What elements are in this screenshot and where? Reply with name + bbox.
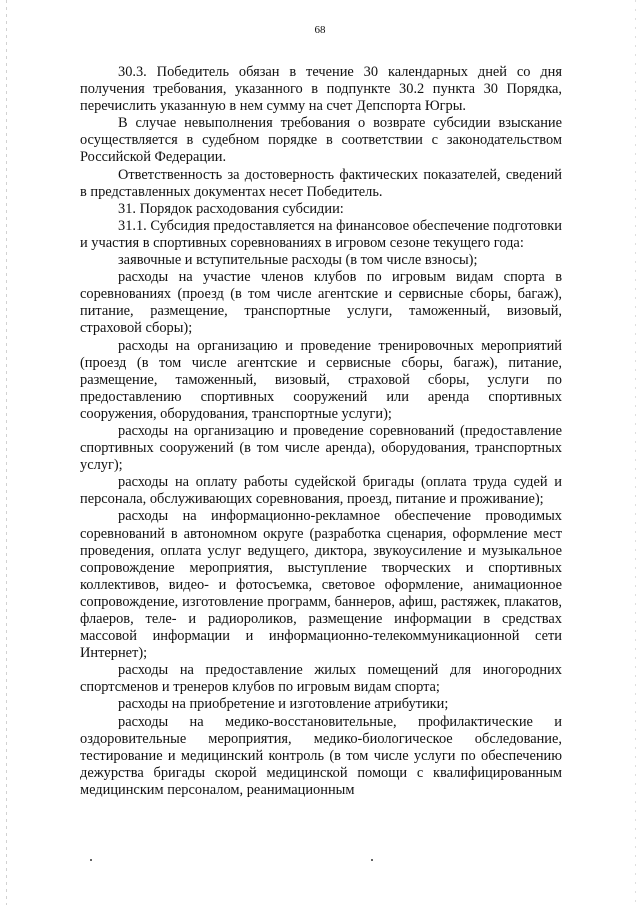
list-item-advertising: расходы на информационно-рекламное обеспечение проводимых соревнований в автономном округе (разработка сценария, оформление мест проведения, оплата услуг ведущего, диктора, звукоусиление и музыкальное сопровождение мероприятия, выступление творческих и спортивных коллективов, видео- и фотосъемка, световое оформление, анимационное сопровождение, изготовление программ, баннеров, афиш, растяжек, плакатов, флаеров, теле- и радиороликов, размещение информации в средствах массовой информации и информационно-телекоммуникационной сети Интернет);	[80, 508, 562, 662]
list-item-medical: расходы на медико-восстановительные, профилактические и оздоровительные мероприятия, медико-биологическое обследование, тестирование и медицинский контроль (в том числе услуги по обеспечению дежурства бригады скорой медицинской помощи с квалифицированным медицинским персоналом, реанимационным	[80, 713, 562, 798]
paragraph-refund-enforcement: В случае невыполнения требования о возврате субсидии взыскание осуществляется в судебном порядке в соответствии с законодательством Российской Федерации.	[80, 115, 562, 166]
paragraph-30-3: 30.3. Победитель обязан в течение 30 календарных дней со дня получения требования, указанного в подпункте 30.2 пункта 30 Порядка, перечислить указанную в нем сумму на счет Депспорта Югры.	[80, 64, 562, 115]
list-item-competition-participation: расходы на участие членов клубов по игровым видам спорта в соревнованиях (проезд (в том числе агентские и сервисные сборы, багаж), питание, размещение, транспортные услуги, таможенный, визовый, страховой сборы);	[80, 269, 562, 337]
list-item-entry-fees: заявочные и вступительные расходы (в том числе взносы);	[118, 252, 478, 269]
page-number: 68	[314, 24, 326, 36]
list-item-referee-team: расходы на оплату работы судейской бригады (оплата труда судей и персонала, обслуживающих соревнования, проезд, питание и проживание);	[80, 474, 562, 508]
paragraph-31-heading: 31. Порядок расходования субсидии:	[118, 200, 344, 217]
list-item-competition-organization: расходы на организацию и проведение соревнований (предоставление спортивных сооружений (в том числе аренда), оборудования, транспортных услуг);	[80, 422, 562, 474]
document-body	[80, 64, 562, 799]
scan-edge-right	[635, 0, 636, 905]
list-item-housing: расходы на предоставление жилых помещений для иногородних спортсменов и тренеров клубов по игровым видам спорта;	[80, 662, 562, 696]
paragraph-responsibility: Ответственность за достоверность фактических показателей, сведений в представленных документах несет Победитель.	[80, 166, 562, 200]
scan-speck	[371, 859, 373, 861]
scan-edge-left	[6, 0, 7, 905]
scan-speck	[90, 859, 92, 861]
list-item-training-events: расходы на организацию и проведение тренировочных мероприятий (проезд (в том числе агентские и сервисные сборы, багаж), питание, размещение, таможенный, визовый, страховой сборы, услуги по предоставлению спортивных сооружений или аренда спортивных сооружения, оборудования, транспортные услуги);	[80, 337, 562, 422]
list-item-attributes: расходы на приобретение и изготовление атрибутики;	[118, 696, 449, 713]
paragraph-31-1: 31.1. Субсидия предоставляется на финансовое обеспечение подготовки и участия в спортивных соревнованиях в игровом сезоне текущего года:	[80, 217, 562, 251]
